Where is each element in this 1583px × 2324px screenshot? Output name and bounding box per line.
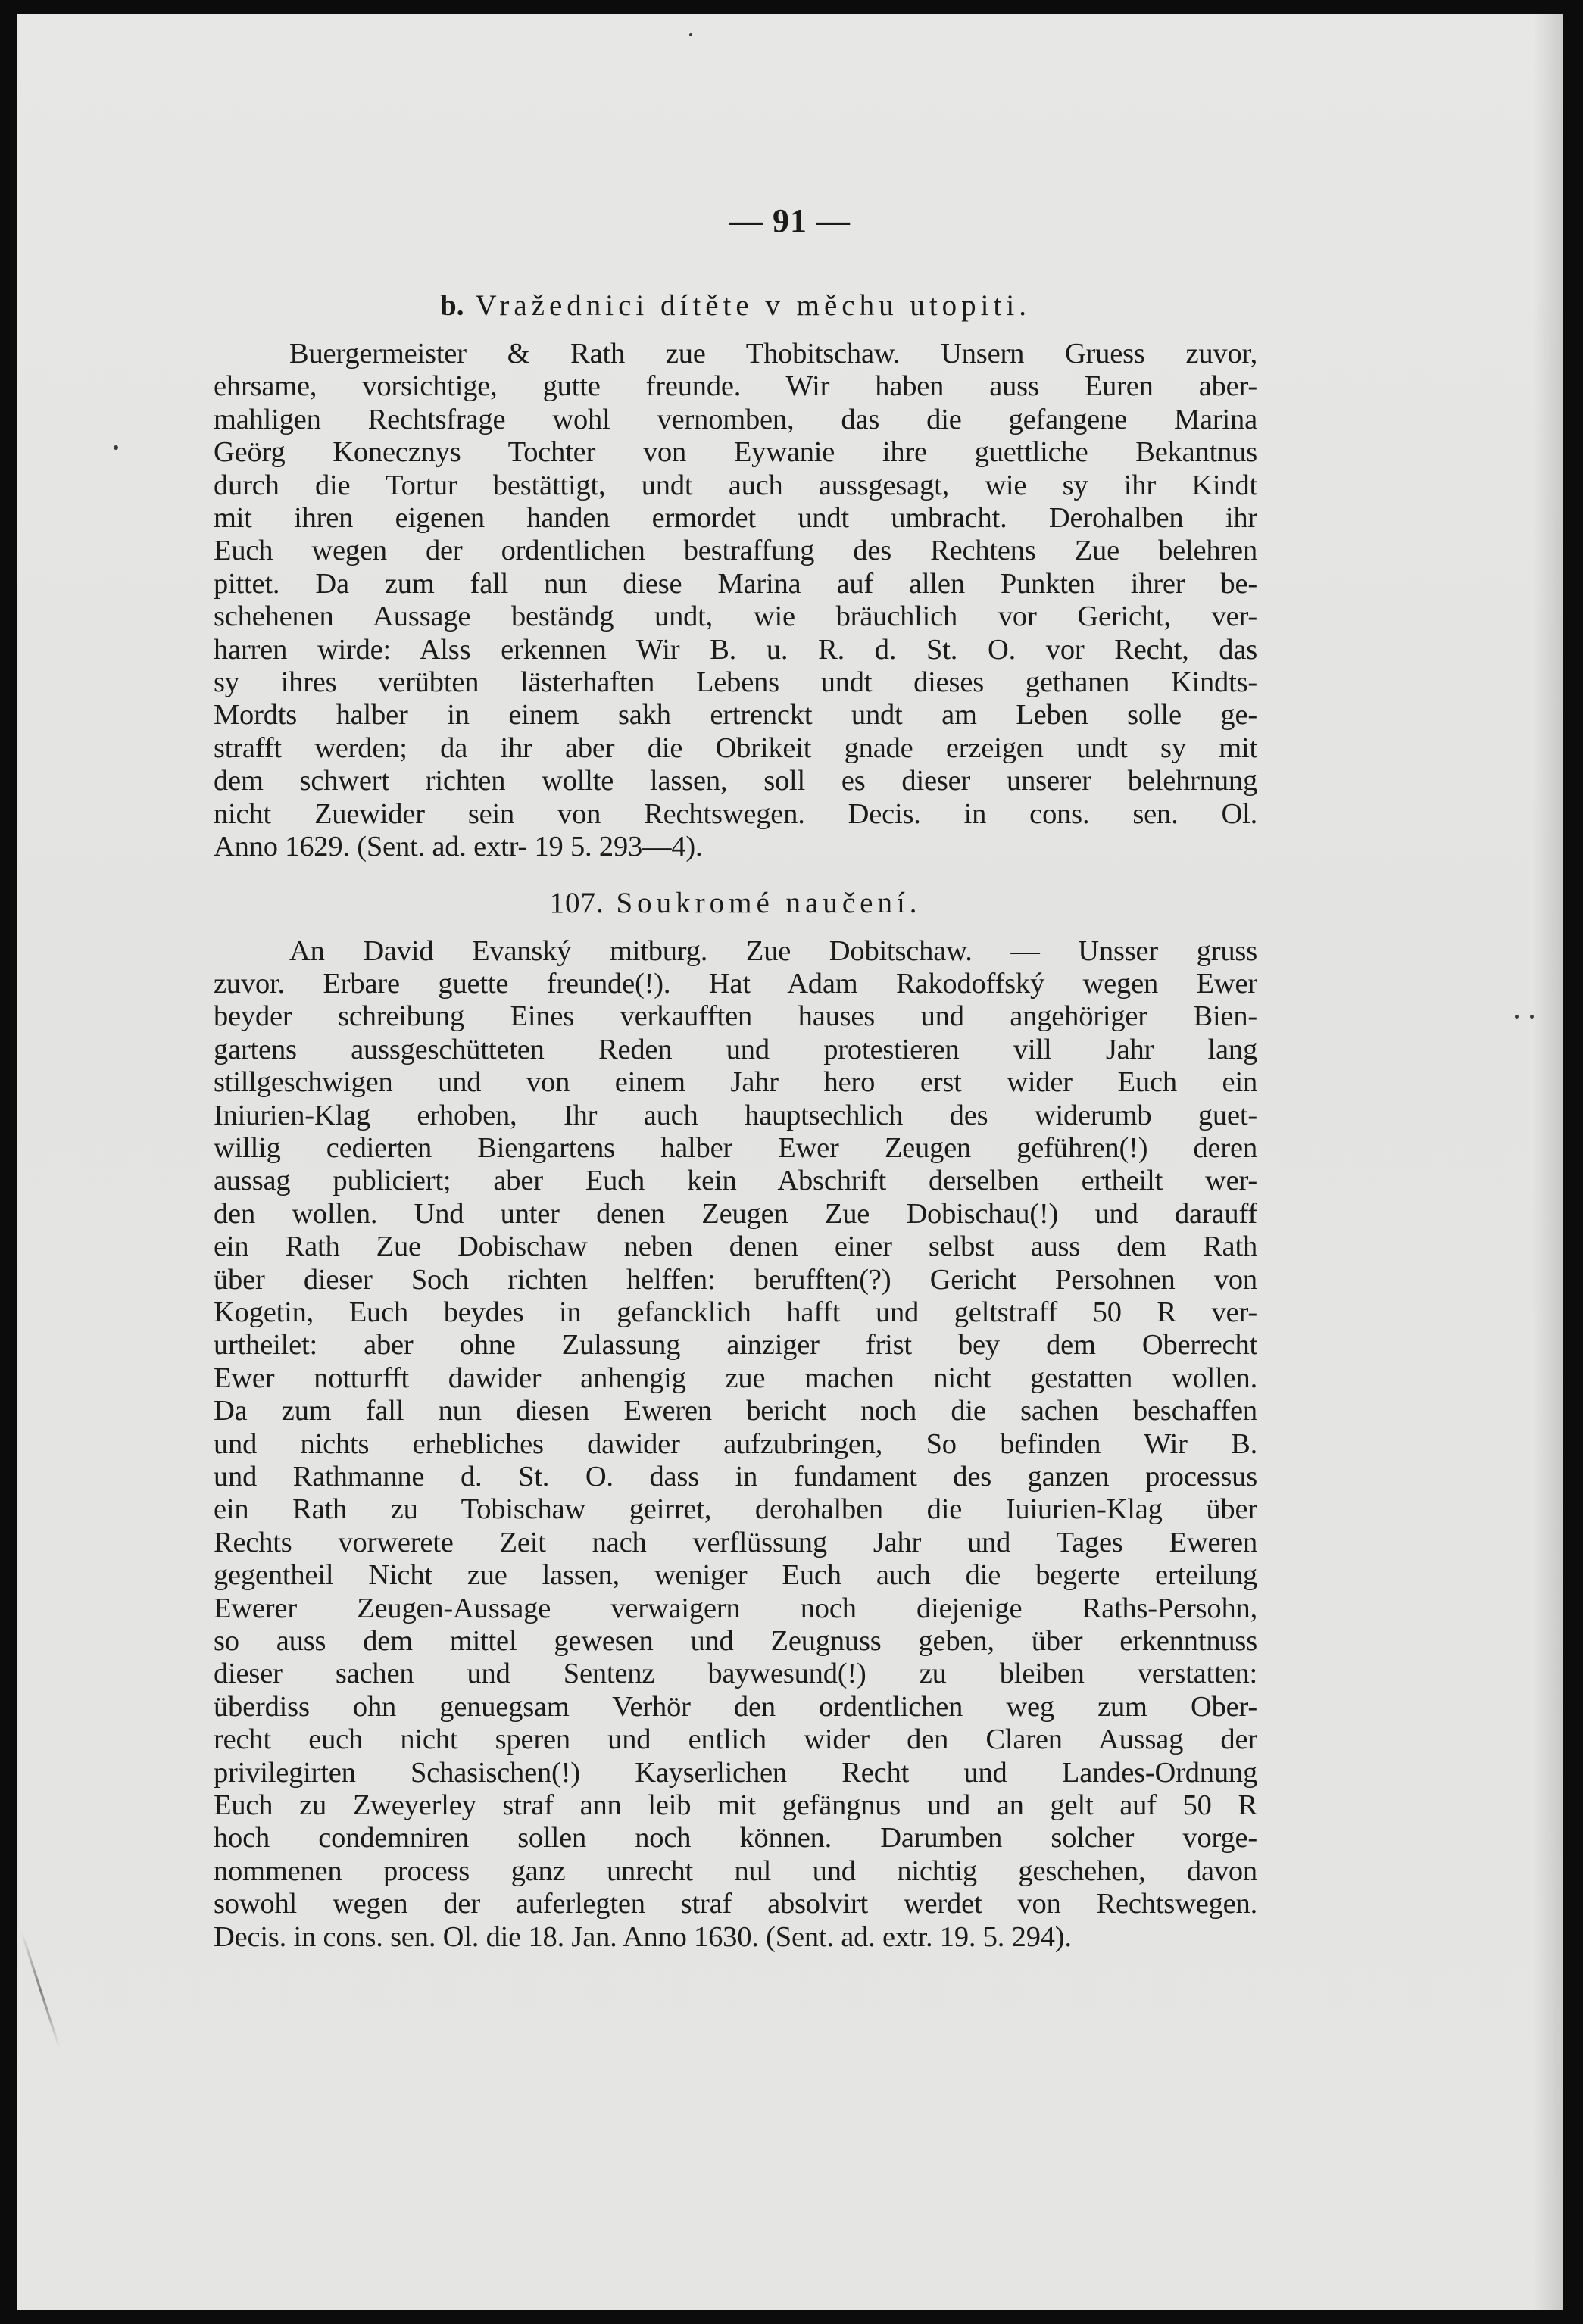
section-107-line: gartens aussgeschütteten Reden und protestieren vill Jahr lang	[214, 1033, 1257, 1065]
section-b-line: Anno 1629. (Sent. ad. extr- 19 5. 293—4).	[214, 831, 703, 863]
margin-pencil-mark	[20, 1932, 60, 2048]
section-b-line: mit ihren eigenen handen ermordet undt umbracht. Derohalben ihr	[214, 502, 1257, 535]
section-b-label: b.	[440, 289, 464, 322]
section-107-line: Iniurien-Klag erhoben, Ihr auch hauptsechlich des widerumb guet-	[214, 1099, 1257, 1131]
scan-speck	[689, 33, 692, 36]
section-b-line: mahligen Rechtsfrage wohl vernomben, das die gefangene Marina	[214, 403, 1257, 435]
page-number: — 91 —	[729, 202, 851, 239]
section-b-line: ehrsame, vorsichtige, gutte freunde. Wir haben auss Euren aber-	[214, 370, 1257, 403]
section-b-line: Geörg Konecznys Tochter von Eywanie ihre guettliche Bekantnus	[214, 436, 1257, 469]
section-107-line: Ewerer Zeugen-Aussage verwaigern noch diejenige Raths-Persohn,	[214, 1592, 1257, 1624]
page-edge-shadow	[1533, 14, 1563, 2310]
section-107-line: hoch condemniren sollen noch können. Darumben solcher vorge-	[214, 1822, 1257, 1855]
section-b-line: strafft werden; da ihr aber die Obrikeit gnade erzeigen undt sy mit	[214, 732, 1257, 764]
section-107-line: An David Evanský mitburg. Zue Dobitschaw. — Unsser gruss	[289, 934, 1257, 967]
section-107-line: ein Rath zu Tobischaw geirret, derohalben die Iuiurien-Klag über	[214, 1493, 1257, 1526]
section-b-heading	[214, 286, 1257, 326]
section-b-line: Mordts halber in einem sakh ertrenckt undt am Leben solle ge-	[214, 699, 1257, 732]
section-b-line: pittet. Da zum fall nun diese Marina auf allen Punkten ihrer be-	[214, 567, 1257, 600]
section-107-line: willig cedierten Biengartens halber Ewer Zeugen geführen(!) deren	[214, 1131, 1257, 1164]
section-107-line: Kogetin, Euch beydes in gefancklich hafft und geltstraff 50 R ver-	[214, 1296, 1257, 1328]
section-107-line: beyder schreibung Eines verkaufften hauses und angehöriger Bien-	[214, 1000, 1257, 1033]
section-107-title: Soukromé naučení.	[616, 886, 922, 919]
section-b-paragraph	[214, 338, 1257, 864]
section-107-line: überdiss ohn genuegsam Verhör den ordentlichen weg zum Ober-	[214, 1690, 1257, 1723]
section-b-line: nicht Zuewider sein von Rechtswegen. Decis. in cons. sen. Ol.	[214, 797, 1257, 830]
section-107-line: aussag publiciert; aber Euch kein Abschrift derselben ertheilt wer-	[214, 1165, 1257, 1197]
section-107-heading	[214, 884, 1257, 923]
page-content	[214, 286, 1257, 1954]
section-107-line: Da zum fall nun diesen Eweren bericht noch die sachen beschaffen	[214, 1395, 1257, 1427]
scan-speck	[1530, 1015, 1534, 1019]
section-107-line: und nichts erhebliches dawider aufzubringen, So befinden Wir B.	[214, 1427, 1257, 1460]
section-b-line: Buergermeister & Rath zue Thobitschaw. Unsern Gruess zuvor,	[289, 338, 1257, 370]
section-107-line: stillgeschwigen und von einem Jahr hero erst wider Euch ein	[214, 1066, 1257, 1099]
section-107-line: so auss dem mittel gewesen und Zeugnuss geben, über erkenntnuss	[214, 1625, 1257, 1658]
section-107-line: über dieser Soch richten helffen: berufften(?) Gericht Persohnen von	[214, 1263, 1257, 1296]
section-107-line: zuvor. Erbare guette freunde(!). Hat Adam Rakodoffský wegen Ewer	[214, 967, 1257, 1000]
scan-speck	[1515, 1015, 1519, 1019]
section-107-line: Ewer notturfft dawider anhengig zue machen nicht gestatten wollen.	[214, 1362, 1257, 1394]
section-107-paragraph	[214, 935, 1257, 1954]
scanned-page	[17, 14, 1563, 2310]
section-107-label: 107.	[549, 886, 604, 919]
section-107-line: recht euch nicht speren und entlich wider den Claren Aussag der	[214, 1724, 1257, 1756]
section-107-line: Decis. in cons. sen. Ol. die 18. Jan. Anno 1630. (Sent. ad. extr. 19. 5. 294).	[214, 1920, 1072, 1953]
section-b-title: Vražednici dítěte v měchu utopiti.	[475, 289, 1031, 322]
section-b-line: harren wirde: Alss erkennen Wir B. u. R. d. St. O. vor Recht, das	[214, 633, 1257, 666]
section-107-line: gegentheil Nicht zue lassen, weniger Euch auch die begerte erteilung	[214, 1559, 1257, 1592]
section-b-line: durch die Tortur bestättigt, undt auch aussgesagt, wie sy ihr Kindt	[214, 469, 1257, 501]
section-b-line: schehenen Aussage beständg undt, wie bräuchlich vor Gericht, ver-	[214, 600, 1257, 633]
section-107-line: ein Rath Zue Dobischaw neben denen einer selbst auss dem Rath	[214, 1231, 1257, 1263]
section-107-line: Rechts vorwerete Zeit nach verflüssung Jahr und Tages Eweren	[214, 1526, 1257, 1558]
section-107-line: und Rathmanne d. St. O. dass in fundament des ganzen processus	[214, 1461, 1257, 1493]
section-b-line: sy ihres verübten lästerhaften Lebens undt dieses gethanen Kindts-	[214, 666, 1257, 699]
section-gap	[214, 864, 1257, 884]
section-107-line: urtheilet: aber ohne Zulassung ainziger frist bey dem Oberrecht	[214, 1329, 1257, 1362]
section-b-line: dem schwert richten wollte lassen, soll es dieser unserer belehrnung	[214, 765, 1257, 797]
section-107-line: Euch zu Zweyerley straf ann leib mit gefängnus und an gelt auf 50 R	[214, 1789, 1257, 1822]
section-107-line: sowohl wegen der auferlegten straf absolvirt werdet von Rechtswegen.	[214, 1888, 1257, 1920]
section-107-line: dieser sachen und Sentenz baywesund(!) zu bleiben verstatten:	[214, 1658, 1257, 1690]
section-107-line: nommenen process ganz unrecht nul und nichtig geschehen, davon	[214, 1855, 1257, 1887]
section-107-line: den wollen. Und unter denen Zeugen Zue Dobischau(!) und darauff	[214, 1197, 1257, 1230]
section-b-line: Euch wegen der ordentlichen bestraffung des Rechtens Zue belehren	[214, 535, 1257, 567]
scan-speck	[114, 445, 118, 450]
section-107-line: privilegirten Schasischen(!) Kayserlichen Recht und Landes-Ordnung	[214, 1756, 1257, 1789]
